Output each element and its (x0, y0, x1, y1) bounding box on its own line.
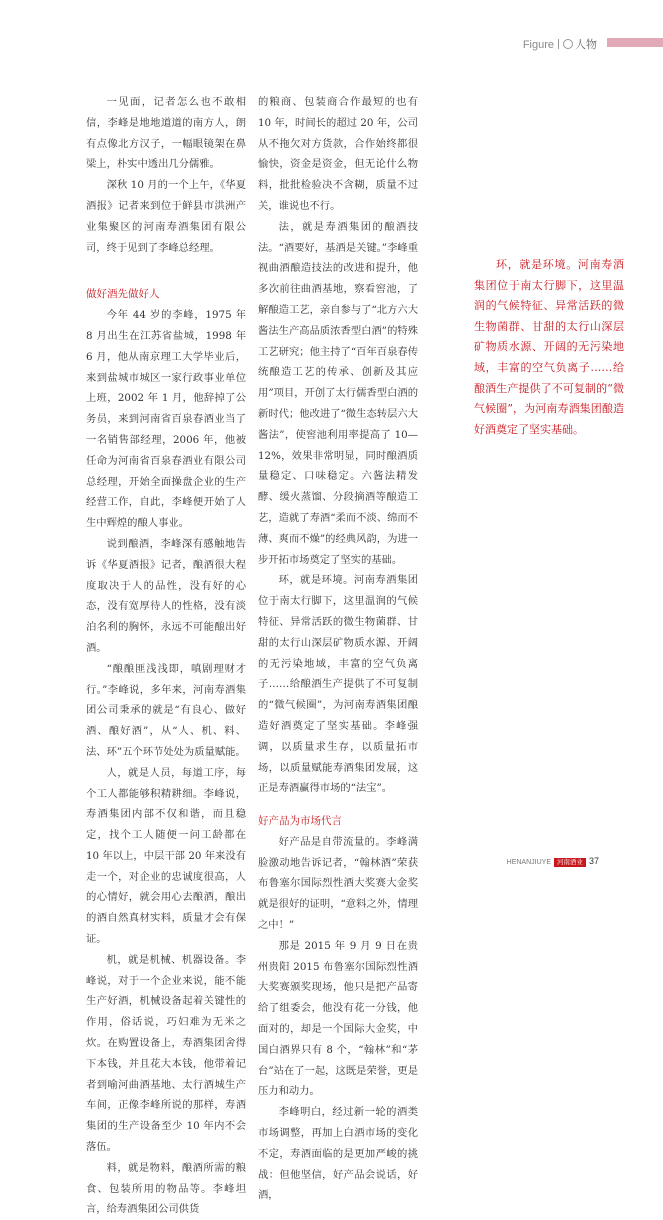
pull-quote: 环，就是环境。河南寿酒集团位于南太行脚下，这里温润的气候特征、异常活跃的微生物菌群、甘甜的太行山深层矿物质水源、开阔的无污染地域，丰富的空气负离子……给酿酒生产提供了不可复制的“微气候圈”，为河南寿酒集团酿造好酒奠定了坚实基础。 (474, 258, 624, 436)
section-heading: 好产品为市场代言 (258, 815, 342, 828)
paragraph: 说到酿酒，李峰深有感触地告诉《华夏酒报》记者，酿酒很大程度取决于人的品性，没有好的心态，没有宽厚待人的性格，没有淡泊名利的胸怀，永远不可能酿出好酒。 (86, 537, 246, 654)
footer-badge: 河南酒业 (554, 858, 586, 867)
paragraph: 环，就是环境。河南寿酒集团位于南太行脚下，这里温润的气候特征、异常活跃的微生物菌群、甘甜的太行山深层矿物质水源、开阔的无污染地域，丰富的空气负离子……给酿酒生产提供了不可复制的“微气候圈”，为河南寿酒集团酿造好酒奠定了坚实基础。李峰强调，以质量求生存，以质量拓市场，以质量赋能寿酒集团发展，这正是寿酒赢得市场的“法宝”。 (258, 574, 418, 795)
paragraph: 人，就是人员，每道工序，每个工人都能够积精耕细。李峰说，寿酒集团内部不仅和谐，而且稳定，找个工人随便一问工龄都在 10 年以上，中层干部 20 年来没有走一个，对企业的忠诚度很高，人的心情好，就会用心去酿酒，酿出的酒自然真材实料，质量才会有保证。 (86, 766, 246, 946)
paragraph: 机，就是机械、机器设备。李峰说，对于一个企业来说，能不能生产好酒，机械设备起着关键性的作用，俗话说，巧妇难为无米之炊。在购置设备上，寿酒集团舍得下本钱，并且花大本钱，他带着记者到喻河曲酒基地、太行酒城生产车间，正像李峰所说的那样，寿酒集团的生产设备至少 10 年内不会落伍。 (86, 953, 246, 1154)
header-accent-bar (607, 38, 663, 47)
footer-brand: HENANJIUYE (506, 859, 551, 866)
circle-icon (563, 39, 573, 49)
page-header (0, 36, 663, 50)
paragraph: 深秋 10 月的一个上午，《华夏酒报》记者来到位于鲜县市洪洲产业集聚区的河南寿酒集团有限公司，终于见到了李峰总经理。 (86, 179, 246, 254)
paragraph: 今年 44 岁的李峰，1975 年 8 月出生在江苏省盐城，1998 年 6 月，他从南京理工大学毕业后，来到盐城市城区一家行政事业单位上班，2002 年 1 月，他辞掉了公务员，来到河南省百泉春酒业当了一名销售部经理，2006 年，他被任命为河南省百泉春酒业有限公司总经理，开始全面操盘企业的生产经营工作，自此，李峰便开始了人生中辉煌的酿人事业。 (86, 309, 246, 530)
paragraph: 料，就是物料，酿酒所需的粮食、包装所用的物品等。李峰坦言，给寿酒集团公司供货 (86, 1161, 246, 1216)
category-name: 人物 (575, 39, 597, 51)
paragraph: 一见面，记者怎么也不敢相信，李峰是地地道道的南方人，朗有点像北方汉子，一幅眼镜架在鼻梁上，朴实中透出几分儒雅。 (86, 96, 246, 171)
spacer (258, 799, 418, 811)
separator (558, 39, 559, 49)
paragraph: 好产品是自带流量的。李峰满脸激动地告诉记者，“翰林酒”荣获布鲁塞尔国际烈性酒大奖赛大金奖就是很好的证明，“意料之外，情理之中！” (258, 835, 418, 932)
paragraph: 的粮商、包装商合作最短的也有 10 年，时间长的超过 20 年，公司从不拖欠对方货款，合作始终都很愉快，资金是资金，但无论什么物料，批批检验决不含糊，质量不过关，谁说也不行。 (258, 96, 418, 212)
paragraph: 法，就是寿酒集团的酿酒技法。“酒要好，基酒是关键。”李峰重视曲酒酿造技法的改进和提升，他多次前往曲酒基地，察看窖池，了解酿造工艺，亲自参与了“北方六大酱法生产高品质浓香型白酒”的特殊工艺研究；他主持了“百年百泉春传统酿造工艺的传承、创新及其应用”项目，开创了太行儒香型白酒的新时代；他改进了“微生态转层六大酱法”，使窖池利用率提高了 10—12%，效果非常明显，同时酿酒质量稳定、口味稳定。六酱法精发酵、缓火蒸馏、分段摘酒等酿造工艺，造就了寿酒“柔而不淡、绵而不薄、爽而不燥”的经典风韵，为进一步开拓市场奠定了坚实的基础。 (258, 220, 418, 566)
paragraph: “酿酿匪浅浅即，嗔剧理财才行。”李峰说，多年来，河南寿酒集团公司秉承的就是“有良心、做好酒、酿好酒”，从“人、机、料、法、环”五个环节处处为质量赋能。 (86, 662, 246, 758)
article-column-1 (86, 92, 246, 1220)
section-heading: 做好酒先做好人 (86, 288, 160, 301)
spacer (86, 258, 246, 284)
paragraph: 李峰明白，经过新一轮的酒类市场调整，再加上白酒市场的变化不定，寿酒面临的是更加严峻的挑战：但他坚信，好产品会说话，好酒， (258, 1106, 418, 1202)
section-label (523, 36, 597, 52)
page-footer (507, 856, 599, 867)
article-column-2 (258, 92, 418, 1206)
section-name: Figure (522, 39, 554, 51)
page-number: 37 (588, 856, 599, 866)
paragraph: 那是 2015 年 9 月 9 日在贵州贵阳 2015 布鲁塞尔国际烈性酒大奖赛颁奖现场，他只是把产品寄给了组委会，他没有花一分钱，他面对的，却是一个国际大金奖，中国白酒界只有 8 个，“翰林”和“茅台”站在了一起，这既是荣誉，更是压力和动力。 (258, 939, 418, 1098)
